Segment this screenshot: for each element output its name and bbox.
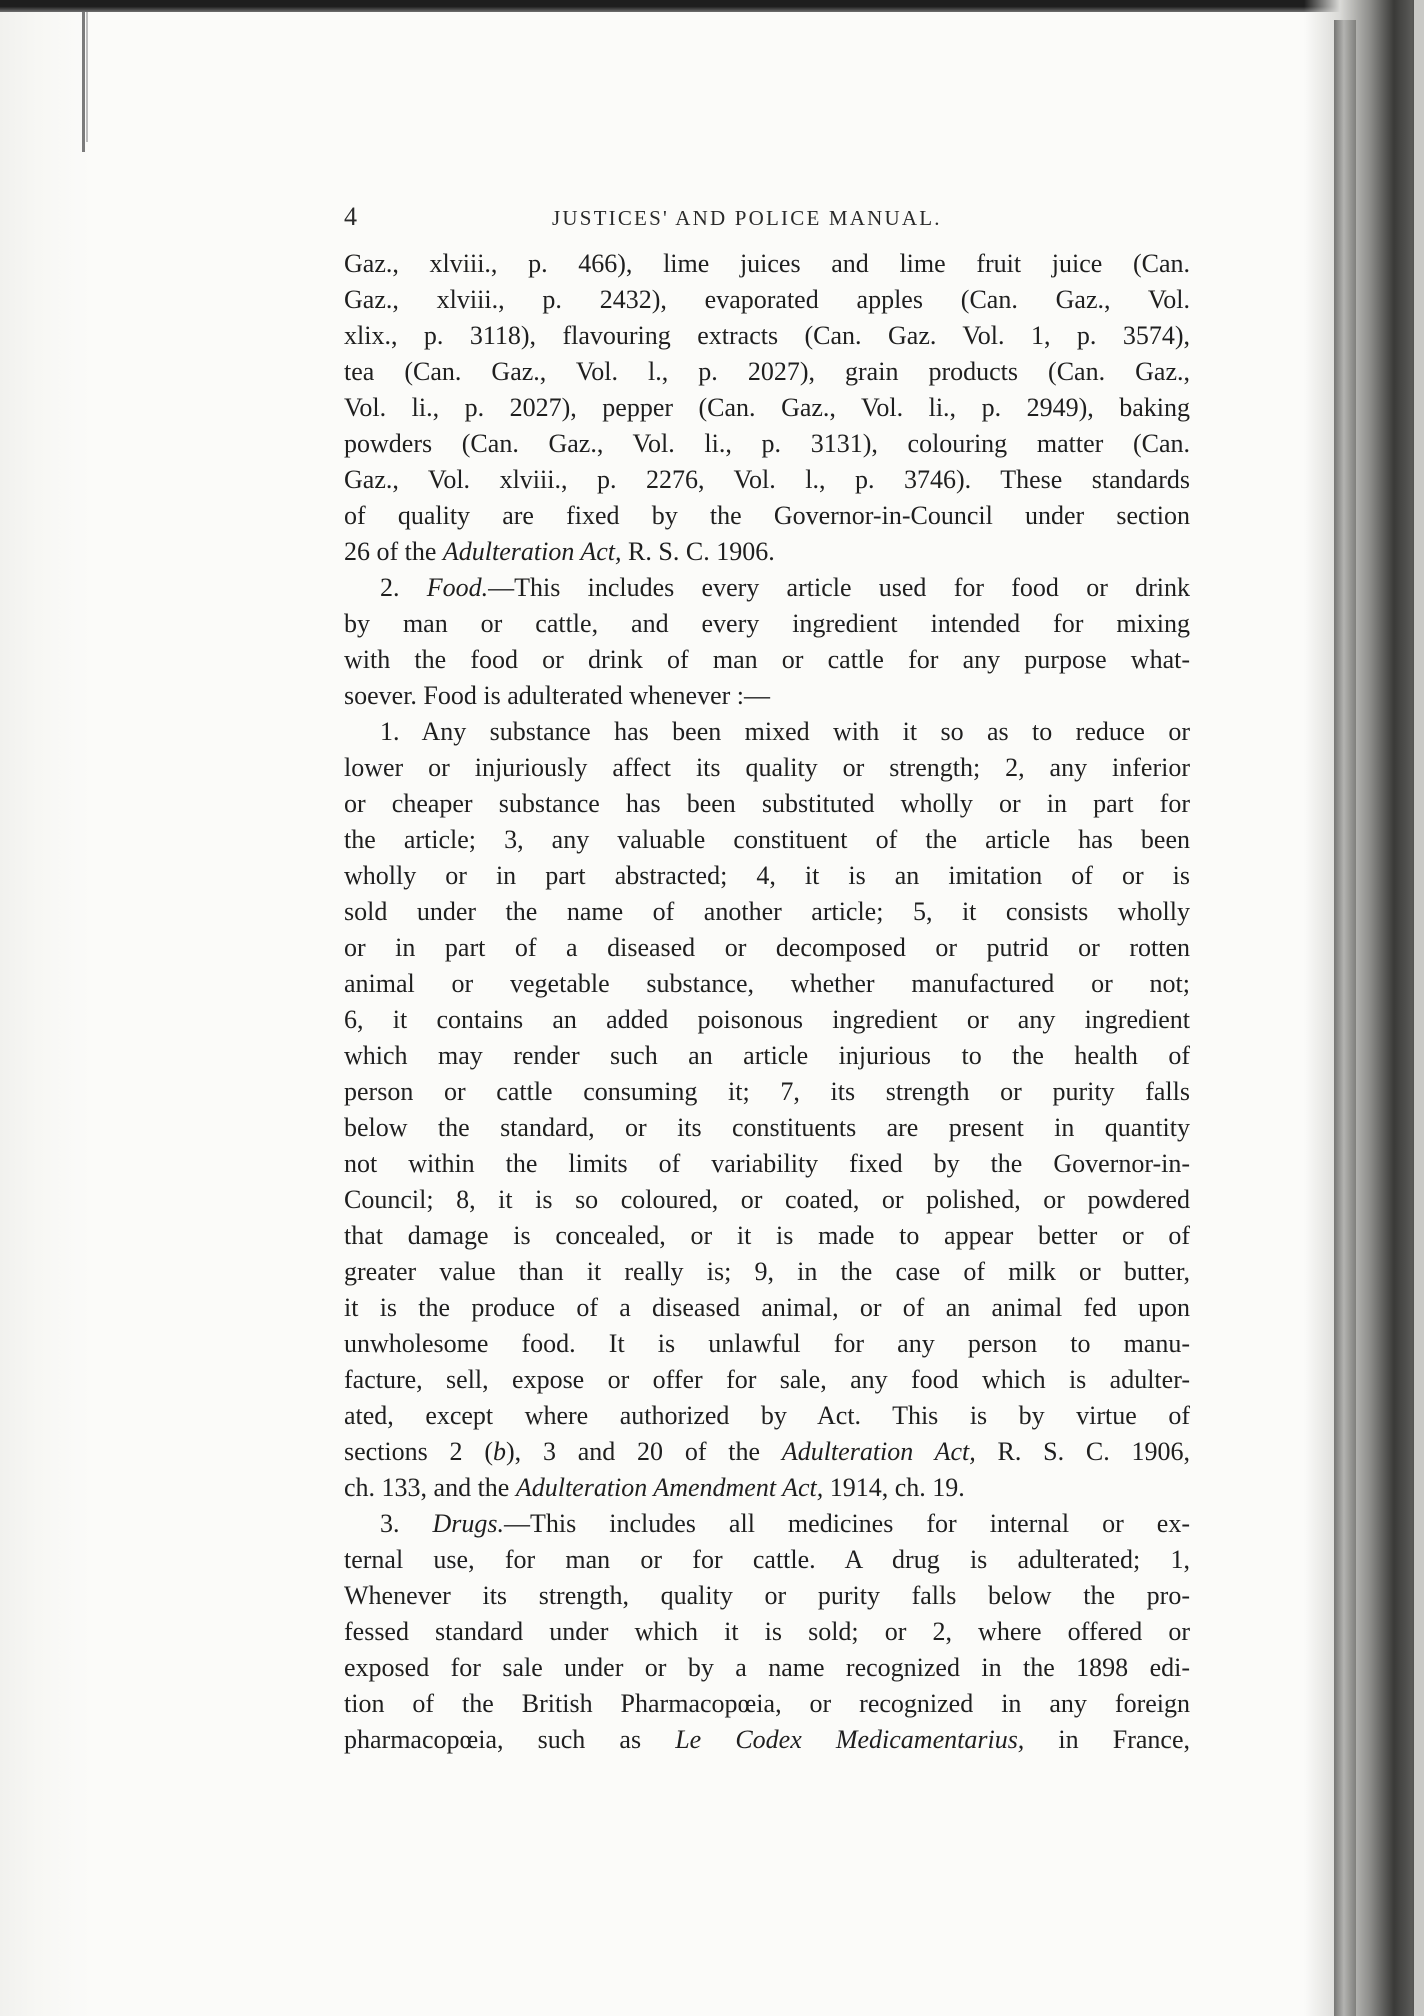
line-text: exposed for sale under or by a name recognized in the 1898 edi- [344, 1653, 1190, 1682]
text-line [344, 822, 1190, 858]
text-line [344, 606, 1190, 642]
line-text: Vol. li., p. 2027), pepper (Can. Gaz., Vol. li., p. 2949), baking [344, 393, 1190, 422]
italic-text: b [493, 1437, 506, 1466]
page-text [344, 196, 1190, 1758]
text-line [344, 426, 1190, 462]
text-line [344, 1686, 1190, 1722]
left-margin [0, 12, 92, 2016]
text-line [344, 1506, 1190, 1542]
body-text [344, 246, 1190, 1758]
italic-text: Drugs. [432, 1509, 505, 1538]
line-text: xlix., p. 3118), flavouring extracts (Can. Gaz. Vol. 1, p. 3574), [344, 321, 1190, 350]
top-scan-edge [0, 0, 1424, 12]
text-line [344, 534, 1190, 570]
line-text: that damage is concealed, or it is made to appear better or of [344, 1221, 1190, 1250]
line-text: ch. 133, and the [344, 1473, 516, 1502]
line-text: person or cattle consuming it; 7, its strength or purity falls [344, 1077, 1190, 1106]
line-text: powders (Can. Gaz., Vol. li., p. 3131), colouring matter (Can. [344, 429, 1190, 458]
line-text: 6, it contains an added poisonous ingredient or any ingredient [344, 1005, 1190, 1034]
binding-shadow [1304, 0, 1424, 2016]
text-line [344, 1650, 1190, 1686]
line-text: it is the produce of a diseased animal, or of an animal fed upon [344, 1293, 1190, 1322]
scan-edge-line [82, 12, 85, 152]
text-line [344, 894, 1190, 930]
text-line [344, 1110, 1190, 1146]
line-text: the article; 3, any valuable constituent of the article has been [344, 825, 1190, 854]
text-line [344, 678, 1190, 714]
italic-text: Food. [426, 573, 489, 602]
text-line [344, 246, 1190, 282]
line-text: 1914, ch. 19. [823, 1473, 965, 1502]
line-text: pharmacopœia, such as [344, 1725, 676, 1754]
line-text: Council; 8, it is so coloured, or coated, or polished, or powdered [344, 1185, 1190, 1214]
running-title: JUSTICES' AND POLICE MANUAL. [552, 206, 942, 230]
text-line [344, 282, 1190, 318]
line-text: with the food or drink of man or cattle for any purpose what- [344, 645, 1190, 674]
scan-edge-line [86, 12, 88, 142]
line-text: Gaz., Vol. xlviii., p. 2276, Vol. l., p. 3746). These standards [344, 465, 1190, 494]
right-scan-edge [1414, 0, 1424, 2016]
text-line [344, 1362, 1190, 1398]
text-line [344, 1578, 1190, 1614]
text-line [344, 1218, 1190, 1254]
line-text: —This includes all medicines for internal or ex- [504, 1509, 1190, 1538]
text-line [344, 1146, 1190, 1182]
text-line [344, 1002, 1190, 1038]
text-line [344, 354, 1190, 390]
line-text: R. S. C. 1906. [621, 537, 775, 566]
page-edge-band [1334, 20, 1356, 2016]
text-line [344, 498, 1190, 534]
line-text: or in part of a diseased or decomposed or putrid or rotten [344, 933, 1190, 962]
line-text: 3. [380, 1509, 433, 1538]
line-text: below the standard, or its constituents are present in quantity [344, 1113, 1190, 1142]
line-text: greater value than it really is; 9, in the case of milk or butter, [344, 1257, 1190, 1286]
line-text: Gaz., xlviii., p. 466), lime juices and lime fruit juice (Can. [344, 249, 1190, 278]
text-line [344, 1470, 1190, 1506]
text-line [344, 714, 1190, 750]
line-text: in France, [1024, 1725, 1190, 1754]
text-line [344, 930, 1190, 966]
text-line [344, 1182, 1190, 1218]
line-text: —This includes every article used for food or drink [488, 573, 1190, 602]
line-text: of quality are fixed by the Governor-in-Council under section [344, 501, 1190, 530]
line-text: 1. Any substance has been mixed with it so as to reduce or [380, 717, 1190, 746]
line-text: ated, except where authorized by Act. This is by virtue of [344, 1401, 1190, 1430]
italic-text: Adulteration Amendment Act, [515, 1473, 824, 1502]
line-text: ternal use, for man or for cattle. A drug is adulterated; 1, [344, 1545, 1190, 1574]
line-text: sold under the name of another article; 5, it consists wholly [344, 897, 1190, 926]
page-number: 4 [344, 202, 357, 231]
text-line [344, 786, 1190, 822]
text-line [344, 750, 1190, 786]
text-line [344, 1290, 1190, 1326]
text-line [344, 1074, 1190, 1110]
text-line [344, 1254, 1190, 1290]
line-text: unwholesome food. It is unlawful for any person to manu- [344, 1329, 1190, 1358]
text-line [344, 1722, 1190, 1758]
line-text: by man or cattle, and every ingredient intended for mixing [344, 609, 1190, 638]
line-text: Whenever its strength, quality or purity falls below the pro- [344, 1581, 1190, 1610]
italic-text: Adulteration Act, [442, 537, 622, 566]
line-text: not within the limits of variability fixed by the Governor-in- [344, 1149, 1190, 1178]
line-text: sections 2 ( [344, 1437, 493, 1466]
line-text: animal or vegetable substance, whether manufactured or not; [344, 969, 1190, 998]
line-text: ), 3 and 20 of the [506, 1437, 782, 1466]
line-text: facture, sell, expose or offer for sale, any food which is adulter- [344, 1365, 1190, 1394]
running-head [344, 196, 1190, 236]
text-line [344, 642, 1190, 678]
line-text: which may render such an article injurious to the health of [344, 1041, 1190, 1070]
text-line [344, 1434, 1190, 1470]
line-text: lower or injuriously affect its quality or strength; 2, any inferior [344, 753, 1190, 782]
text-line [344, 318, 1190, 354]
line-text: fessed standard under which it is sold; or 2, where offered or [344, 1617, 1190, 1646]
text-line [344, 1542, 1190, 1578]
text-line [344, 570, 1190, 606]
text-line [344, 1398, 1190, 1434]
italic-text: Adulteration Act, [781, 1437, 976, 1466]
line-text: Gaz., xlviii., p. 2432), evaporated apples (Can. Gaz., Vol. [344, 285, 1190, 314]
line-text: 2. [380, 573, 427, 602]
text-line [344, 462, 1190, 498]
text-line [344, 966, 1190, 1002]
text-line [344, 1614, 1190, 1650]
text-line [344, 1326, 1190, 1362]
line-text: 26 of the [344, 537, 443, 566]
line-text: R. S. C. 1906, [975, 1437, 1190, 1466]
text-line [344, 390, 1190, 426]
line-text: tion of the British Pharmacopœia, or recognized in any foreign [344, 1689, 1190, 1718]
line-text: soever. Food is adulterated whenever :— [344, 681, 770, 710]
italic-text: Le Codex Medicamentarius, [675, 1725, 1025, 1754]
line-text: wholly or in part abstracted; 4, it is an imitation of or is [344, 861, 1190, 890]
line-text: tea (Can. Gaz., Vol. l., p. 2027), grain products (Can. Gaz., [344, 357, 1190, 386]
text-line [344, 1038, 1190, 1074]
text-line [344, 858, 1190, 894]
line-text: or cheaper substance has been substituted wholly or in part for [344, 789, 1190, 818]
